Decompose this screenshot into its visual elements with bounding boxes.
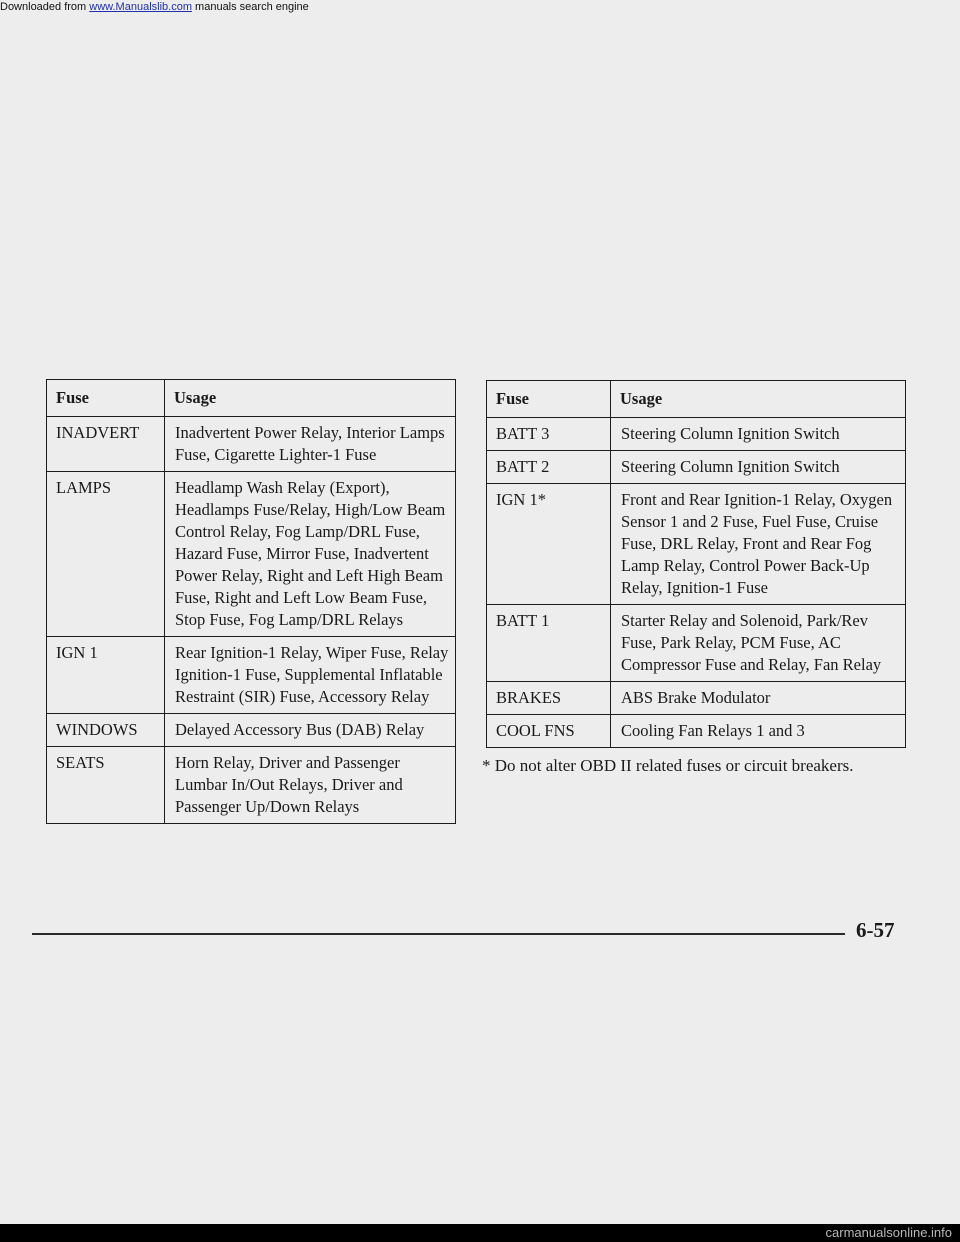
fuse-name: IGN 1 (47, 637, 165, 714)
fuse-usage: Starter Relay and Solenoid, Park/Rev Fuse, Park Relay, PCM Fuse, AC Compressor Fuse and Relay, Fan Relay (611, 605, 906, 682)
fuse-name: BATT 2 (487, 451, 611, 484)
fuse-name: WINDOWS (47, 714, 165, 747)
fuse-usage: Inadvertent Power Relay, Interior Lamps Fuse, Cigarette Lighter-1 Fuse (165, 417, 456, 472)
fuse-name: SEATS (47, 747, 165, 824)
source-suffix: manuals search engine (195, 1, 309, 13)
table-row (47, 472, 456, 637)
table-row (47, 714, 456, 747)
table-row (47, 637, 456, 714)
table-row (487, 715, 906, 748)
table-row (487, 605, 906, 682)
table-row (47, 747, 456, 824)
fuse-name: BATT 3 (487, 418, 611, 451)
fuse-name: IGN 1* (487, 484, 611, 605)
manualslib-link[interactable]: www.Manualslib.com (89, 1, 192, 13)
fuse-name: COOL FNS (487, 715, 611, 748)
table-row (487, 682, 906, 715)
fuse-column-header: Fuse (487, 381, 611, 418)
obd-footnote: * Do not alter OBD II related fuses or circuit breakers. (482, 756, 854, 775)
usage-column-header: Usage (165, 380, 456, 417)
usage-column-header: Usage (611, 381, 906, 418)
table-header-row (487, 381, 906, 418)
table-row (487, 484, 906, 605)
fuse-name: BATT 1 (487, 605, 611, 682)
bottom-watermark-text: carmanualsonline.info (825, 1225, 952, 1240)
fuse-name: LAMPS (47, 472, 165, 637)
table-row (487, 418, 906, 451)
fuse-column-header: Fuse (47, 380, 165, 417)
fuse-usage: Delayed Accessory Bus (DAB) Relay (165, 714, 456, 747)
page-number: 6-57 (856, 918, 895, 942)
fuse-usage: Cooling Fan Relays 1 and 3 (611, 715, 906, 748)
fuse-usage: Steering Column Ignition Switch (611, 418, 906, 451)
fuse-name: BRAKES (487, 682, 611, 715)
download-source-banner (0, 0, 309, 14)
fuse-usage: Front and Rear Ignition-1 Relay, Oxygen Sensor 1 and 2 Fuse, Fuel Fuse, Cruise Fuse, DRL Relay, Front and Rear Fog Lamp Relay, Control Power Back-Up Relay, Ignition-1 Fuse (611, 484, 906, 605)
left-fuse-table (46, 379, 456, 824)
table-header-row (47, 380, 456, 417)
fuse-usage: Horn Relay, Driver and Passenger Lumbar In/Out Relays, Driver and Passenger Up/Down Relays (165, 747, 456, 824)
bottom-watermark-bar (0, 1224, 960, 1242)
fuse-usage: Headlamp Wash Relay (Export), Headlamps Fuse/Relay, High/Low Beam Control Relay, Fog Lamp/DRL Fuse, Hazard Fuse, Mirror Fuse, Inadvertent Power Relay, Right and Left High Beam Fuse, Right and Left Low Beam Fuse, Stop Fuse, Fog Lamp/DRL Relays (165, 472, 456, 637)
fuse-usage: Rear Ignition-1 Relay, Wiper Fuse, Relay Ignition-1 Fuse, Supplemental Inflatable Restraint (SIR) Fuse, Accessory Relay (165, 637, 456, 714)
source-prefix: Downloaded from (0, 1, 87, 13)
footer-rule (32, 933, 845, 935)
right-fuse-table (486, 380, 906, 748)
fuse-usage: ABS Brake Modulator (611, 682, 906, 715)
table-row (487, 451, 906, 484)
fuse-usage: Steering Column Ignition Switch (611, 451, 906, 484)
table-row (47, 417, 456, 472)
fuse-name: INADVERT (47, 417, 165, 472)
